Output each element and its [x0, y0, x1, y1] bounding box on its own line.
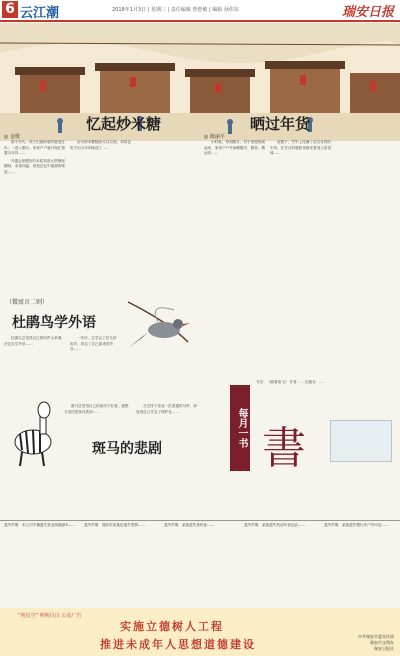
bird-illustration — [118, 292, 200, 370]
ad-column-5: 遗失声明：某某遗失银行开户许可证…… — [324, 523, 389, 527]
article1-column-3 — [136, 140, 198, 278]
article1-title: 忆起炒米糖 — [86, 115, 162, 133]
zebra-illustration — [6, 400, 60, 470]
article2-paragraph: 屋檐下、竹竿上挂满了各式各样的年货，在冬日的暖阳里散发着诱人的香味…… — [270, 140, 332, 156]
article3-column-1 — [4, 336, 66, 396]
banner-line-2: 推进未成年人思想道德建设 — [100, 638, 256, 651]
book-calendar-label: 每月一书 — [230, 385, 250, 471]
page-number: 6 — [2, 1, 18, 18]
article4-column-1 — [64, 404, 130, 438]
book-thumbnail — [330, 420, 392, 462]
article1-column-2 — [70, 140, 132, 278]
article3-column-2 — [70, 336, 120, 396]
banner-badge: “明星空” 明明白白 公益广告 — [18, 613, 82, 619]
article4-title: 斑马的悲剧 — [92, 441, 162, 457]
page-header — [0, 0, 400, 22]
article1-paragraph: 外婆会把晒好的米粒放进大铁锅里翻炒，米香四溢，那是记忆中最甜的味道…… — [4, 158, 66, 174]
article4-paragraph: 当它终于变成一匹普通的马时，却发现自己失去了保护色…… — [136, 404, 197, 414]
banner-line-1: 实施立德树人工程 — [120, 620, 224, 633]
article2-byline: ◎ 陈丽平 — [204, 134, 225, 140]
newspaper-logo: 瑞安日报 — [341, 5, 394, 20]
article2-title: 晒过年货 — [250, 115, 311, 133]
ad-column-1: 遗失声明：本公司不慎遗失营业执照副本…… — [4, 523, 76, 527]
article1-paragraph: 如今炒米糖随处可以买到，却再也吃不出当年的味道了…… — [70, 140, 131, 150]
public-service-banner — [0, 608, 400, 656]
article3-paragraph: 杜鹃鸟总觉得自己的叫声太单调，决定去学外语…… — [4, 336, 65, 346]
calligraphy-char: 書 — [262, 423, 306, 474]
ad-column-3: 遗失声明：某某遗失身份证…… — [164, 523, 215, 527]
article1-byline: ◎ 金歌 — [4, 134, 20, 140]
hero-illustration — [0, 23, 400, 141]
article3-paragraph: 一年后，它学会了好几种叫声，却忘了自己原来的声音…… — [70, 336, 117, 352]
article1-column-1 — [4, 140, 66, 278]
banner-organizers: 中共瑞安市委宣传部 瑞安市文明办 瑞安日报社 — [358, 634, 394, 651]
book-info: 书名：《朝着南飞》 作者：… 出版社：… — [256, 380, 323, 384]
section-title: 云江潮 — [20, 6, 60, 21]
classified-ads — [0, 520, 400, 613]
issue-meta: 2018年1月3日 | 星期三 | 责任编辑 曾舒敏 | 编辑 孙伟东 — [112, 7, 239, 13]
article3-title: 杜鹃鸟学外语 — [12, 315, 96, 331]
ad-column-2: 遗失声明：瑞安市某某店遗失发票…… — [84, 523, 146, 527]
article4-column-2 — [136, 404, 200, 514]
ad-column-4: 遗失声明：某某遗失机动车登记证…… — [244, 523, 306, 527]
article4-paragraph: 斑马总觉得自己的条纹不好看，便想方设法把条纹洗掉…… — [64, 404, 129, 414]
article1-paragraph: 那个年代，孩子们最盼望的就是过年。一进入腊月，家家户户就开始忙着置办年货…… — [4, 140, 66, 156]
column-tag: （微寓言二则） — [6, 299, 49, 306]
article2-paragraph: 小时候，每到腊月，村子里便热闹起来，家家户户开始晒腊肉、腊鱼、酱油肉…… — [204, 140, 266, 156]
